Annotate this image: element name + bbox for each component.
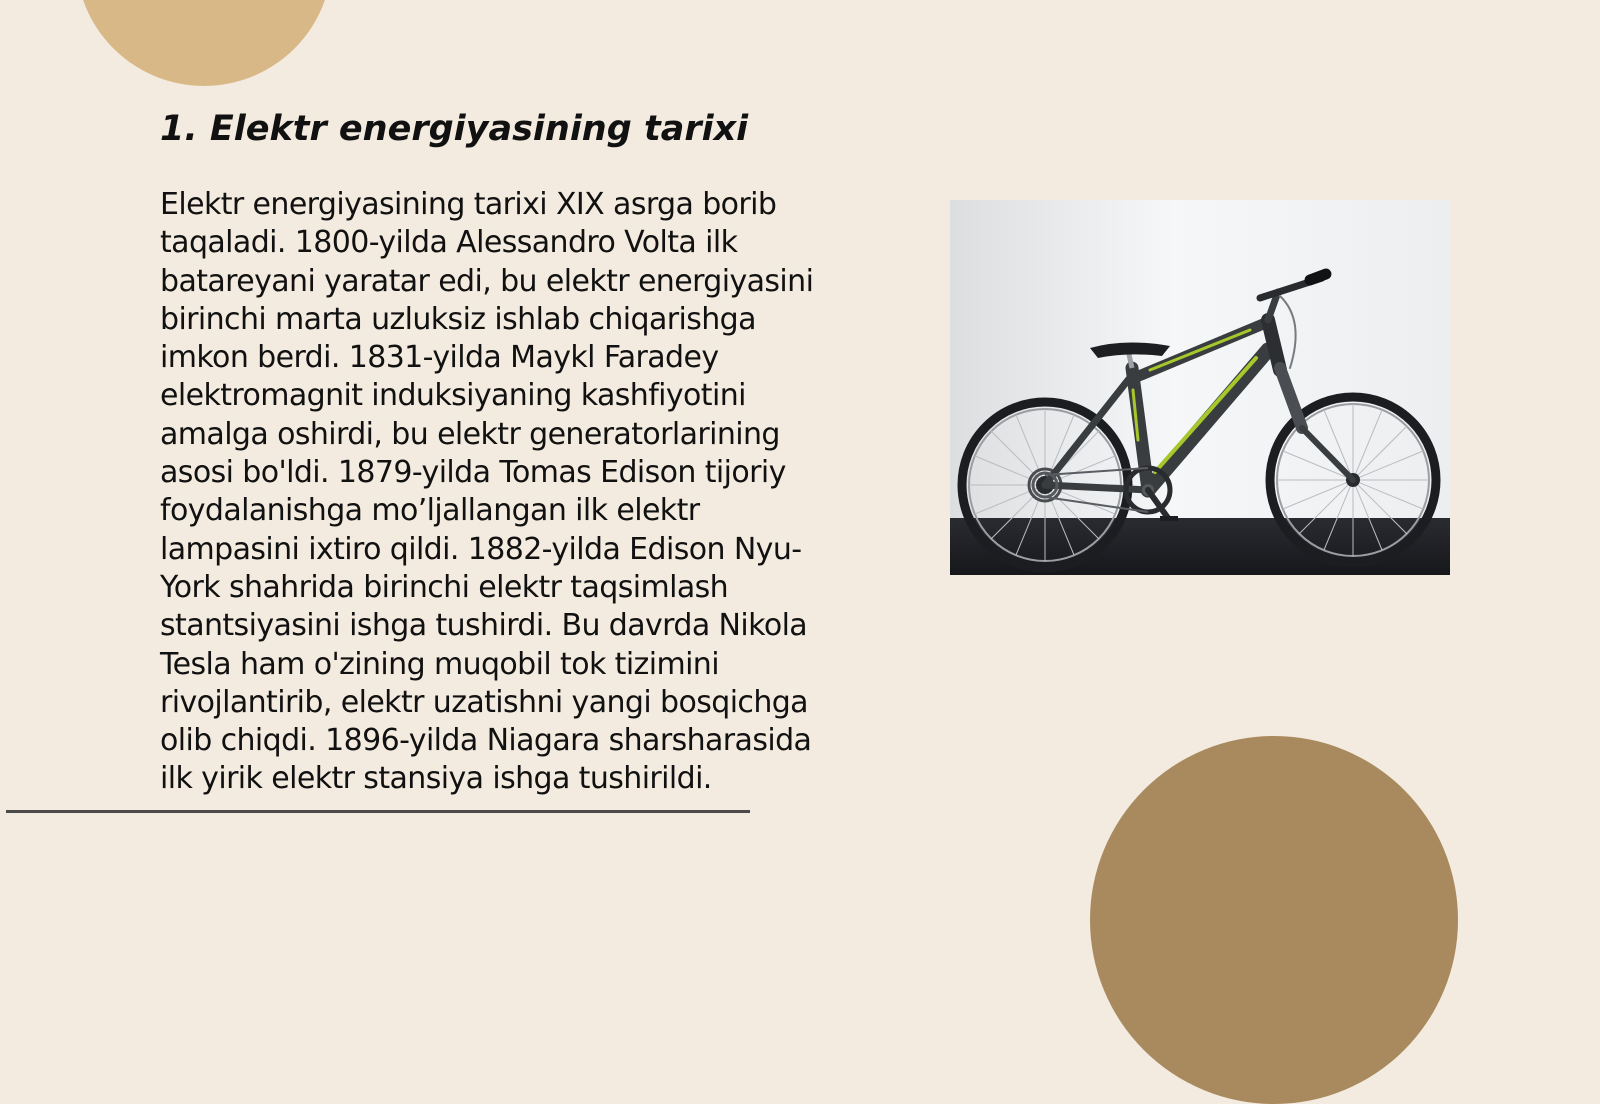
decorative-circle-top (76, 0, 332, 86)
bicycle-photo (950, 200, 1450, 575)
slide-title: 1. Elektr energiyasining tarixi (160, 109, 749, 149)
divider-line (6, 810, 750, 813)
slide-body-text: Elektr energiyasining tarixi XIX asrga borib taqaladi. 1800-yilda Alessandro Volta ilk batareyani yaratar edi, bu elektr energiyasini birinchi marta uzluksiz ishlab chiqarishga imkon berdi. 1831-yilda Maykl Faradey elektromagnit induksiyaning kashfiyotini amalga oshirdi, bu elektr generatorlarining asosi bo'ldi. 1879-yilda Tomas Edison tijoriy foydalanishga mo’ljallangan ilk elektr lampasini ixtiro qildi. 1882-yilda Edison Nyu-York shahrida birinchi elektr taqsimlash stantsiyasini ishga tushirdi. Bu davrda Nikola Tesla ham o'zining muqobil tok tizimini rivojlantirib, elektr uzatishni yangi bosqichga olib chiqdi. 1896-yilda Niagara sharsharasida ilk yirik elektr stansiya ishga tushirildi. (160, 187, 814, 797)
decorative-circle-bottom (1090, 736, 1458, 1104)
photo-wall (950, 200, 1450, 520)
